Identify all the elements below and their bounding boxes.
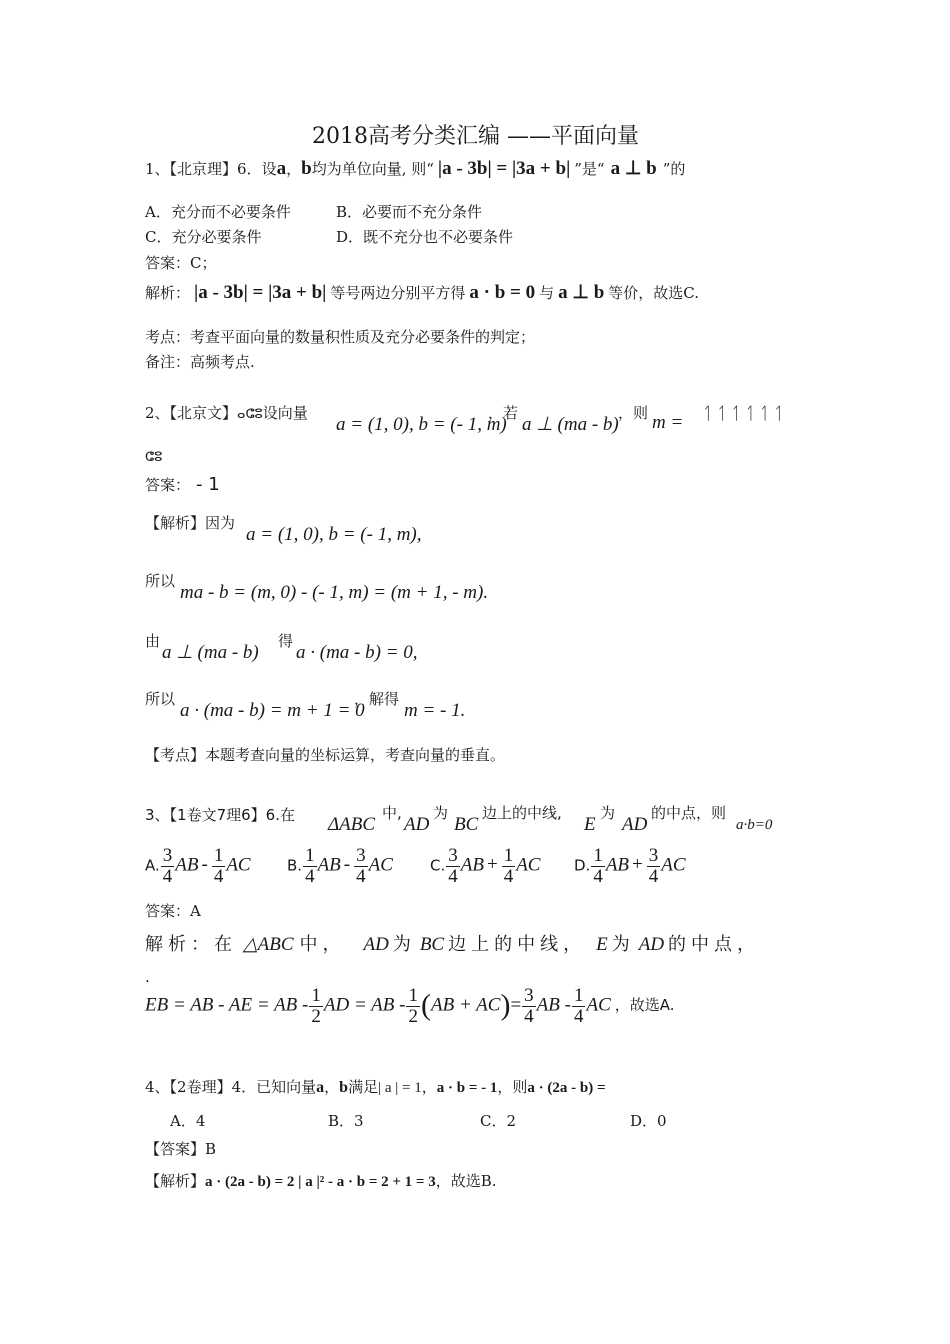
q1-option-b: B．必要而不充分条件	[336, 203, 483, 221]
q4-solution-end: ，故选B.	[435, 1172, 497, 1190]
q1-end-text: ”的	[662, 160, 686, 178]
q2-eq3: m =	[652, 412, 684, 433]
q4-text-1: ，	[324, 1078, 340, 1096]
q2-solution-label: 【解析】因为	[145, 514, 236, 532]
q1-solution-label: 解析：	[145, 284, 191, 302]
q4-text-2: 满足	[348, 1078, 379, 1096]
q3-text-4: 为	[600, 804, 616, 822]
q1-vector-b: b	[301, 158, 312, 179]
q1-solution-text-1: 等号两边分别平方得	[330, 284, 466, 302]
q2-de: 得	[278, 632, 294, 650]
q2-text-3: ，则	[618, 404, 649, 422]
q1-mid-text: 均为单位向量, 则“	[311, 160, 434, 178]
q2-solution-eq4a: a · (ma - b) = m + 1 = 0	[180, 700, 365, 721]
q3-option-a-label: A.	[145, 856, 160, 875]
q3-long-end: ，故选A.	[614, 996, 675, 1015]
q4-stem	[145, 1078, 606, 1097]
q3-text-3: 边上的中线,	[482, 804, 562, 822]
q3-solution-label: 解析：在	[145, 934, 237, 955]
q3-text-5: 的中点，则	[651, 804, 727, 822]
q4-option-d: D．0	[630, 1112, 667, 1130]
q3-solution-text-2: 为	[392, 934, 416, 955]
vec-ac: AC	[661, 854, 686, 876]
q4-prefix: 4、【2卷理】4．已知向量	[145, 1078, 317, 1096]
vec-ab: AB	[460, 854, 484, 876]
q3-frac-1-4	[591, 846, 605, 887]
q2-solution-eq3b: a · (ma - b) = 0,	[296, 642, 418, 663]
q1-option-a: A．充分而不必要条件	[145, 203, 291, 221]
q3-long-equals: =	[510, 994, 522, 1016]
frac-den: 4	[593, 865, 603, 887]
q3-frac-3-4	[647, 846, 661, 887]
q1-answer: 答案：C；	[145, 254, 217, 272]
q2-garbled-symbols-1: ⴰⵛⵓ	[237, 407, 263, 422]
q4-solution	[145, 1172, 497, 1191]
q1-solution-eq: |a - 3b| = |3a + b|	[194, 282, 327, 303]
q3-ad-2: AD	[622, 814, 648, 835]
q3-solution-text-3: 边上的中线，	[448, 934, 587, 955]
q1-comma: ，	[286, 160, 302, 178]
q3-frac-1-2-b: $\frac{1}{2}$	[408, 985, 418, 1027]
q4-solution-label: 【解析】	[145, 1172, 206, 1190]
q3-solution-text-4: 为	[611, 934, 635, 955]
q4-option-a: A．4	[170, 1112, 206, 1130]
q3-answer: 答案：A	[145, 902, 201, 920]
vec-ab: AB	[317, 854, 341, 876]
q3-triangle: ΔABC	[328, 814, 376, 835]
q3-solution-e: E	[596, 934, 608, 955]
q3-option-d-label: D.	[574, 856, 591, 875]
q2-kaodian: 【考点】本题考查向量的坐标运算，考查向量的垂直。	[145, 746, 506, 764]
q3-solution-ad-2: AD	[638, 934, 665, 955]
frac-den: 4	[356, 865, 366, 887]
q3-solution-line	[145, 934, 760, 957]
q1-vector-a: a	[276, 158, 287, 179]
vec-ab: AB	[605, 854, 630, 876]
frac-num: 3	[648, 845, 659, 866]
q1-solution-text-2: 与	[539, 284, 555, 302]
q3-option-c	[430, 846, 540, 887]
q3-text-1: 中,	[382, 804, 402, 822]
q2-eq2: a ⊥ (ma - b)	[522, 414, 619, 435]
q3-frac-1-4-long: $\frac{1}{4}$	[573, 985, 584, 1027]
q1-condition-eq: |a - 3b| = |3a + b|	[437, 158, 571, 179]
frac-den: 4	[648, 865, 659, 887]
q2-suoyi-2: 所以	[145, 690, 176, 708]
minus-sign: -	[343, 854, 351, 876]
q1-solution-eq2: a · b = 0	[469, 282, 536, 303]
frac-den: 4	[162, 865, 173, 887]
q2-suoyi: 所以	[145, 572, 176, 590]
q1-solution-text-3: 等价，故选C.	[608, 284, 699, 302]
q2-garbled-symbols-2: ᛐᛐᛐᛐᛐᛐ	[702, 404, 788, 424]
q3-frac-1-4	[502, 846, 516, 887]
q3-frac-3-4	[354, 846, 368, 887]
q3-frac-3-4	[446, 846, 460, 887]
q4-option-c: C．2	[480, 1112, 517, 1130]
q3-solution-text-1: 中，	[299, 934, 346, 955]
q1-is-text: ”是“	[574, 160, 605, 178]
q3-tail: a·b=0	[736, 817, 773, 833]
q2-garbled-symbols-3: ⵛⵓ	[145, 450, 163, 465]
q2-solution-eq1: a = (1, 0), b = (- 1, m),	[246, 524, 422, 545]
q3-option-d	[574, 846, 686, 887]
q3-frac-1-4	[303, 846, 317, 887]
q3-bc: BC	[454, 814, 479, 835]
frac-den: 4	[305, 865, 315, 887]
q3-long-equation: EB = AB - AE = AB - $\frac{1}{2}$ AD = AB - $\frac{1}{2}$ (AB + AC)= $\frac{3}{4}$ AB - $\frac{1}{4}$ AC ，故选A.	[145, 985, 675, 1027]
q3-solution-text-5: 的中点，	[668, 934, 761, 955]
q4-eq2: a · b = - 1	[436, 1080, 498, 1096]
q2-stem	[145, 404, 308, 423]
plus-sign: +	[632, 854, 643, 876]
q3-long-part-6: AC	[586, 994, 611, 1016]
q3-solution-ad: AD	[363, 934, 389, 955]
q2-solution-eq3a: a ⊥ (ma - b)	[162, 642, 259, 663]
q3-frac-3-4-long: $\frac{3}{4}$	[524, 985, 534, 1027]
frac-num: 3	[356, 845, 366, 866]
q1-option-d: D．既不充分也不必要条件	[336, 228, 514, 246]
q3-option-b-label: B.	[287, 856, 303, 875]
q2-text-1: 设向量	[262, 404, 308, 422]
q2-answer	[145, 474, 220, 496]
q3-dot: .	[145, 968, 150, 986]
q1-option-c: C．充分必要条件	[145, 228, 262, 246]
frac-den: 4	[503, 865, 514, 887]
frac-den: 4	[213, 865, 224, 887]
minus-sign: -	[201, 854, 208, 876]
q4-solution-eq: a · (2a - b) = 2 | a |² - a · b = 2 + 1 = 3	[205, 1174, 436, 1190]
q3-prefix: 3、【1卷文7理6】6.在	[145, 806, 295, 824]
vec-ac: AC	[226, 854, 251, 876]
q1-solution-eq3: a ⊥ b	[558, 282, 605, 303]
q3-long-part-1: EB = AB - AE = AB -	[145, 994, 309, 1016]
q3-long-part-5: AB -	[536, 994, 571, 1016]
q4-answer: 【答案】B	[145, 1140, 217, 1158]
q2-you: 由	[145, 632, 161, 650]
q1-stem	[145, 158, 685, 181]
frac-num: 1	[213, 845, 224, 866]
q3-solution-bc: BC	[419, 934, 445, 955]
q1-solution	[145, 282, 699, 305]
q1-perp-eq: a ⊥ b	[610, 158, 657, 179]
page-title: 2018高考分类汇编 ——平面向量	[312, 124, 639, 149]
plus-sign: +	[486, 854, 498, 876]
q4-eq3: a · (2a - b) =	[527, 1080, 606, 1096]
q3-long-part-2: AD = AB -	[323, 994, 406, 1016]
frac-num: 1	[593, 845, 603, 866]
q3-text-2: 为	[433, 804, 449, 822]
q3-frac-3-4	[161, 846, 175, 887]
q3-solution-triangle: △ABC	[243, 934, 294, 955]
q4-option-b: B．3	[328, 1112, 364, 1130]
q2-prefix: 2、【北京文】	[145, 404, 238, 422]
q2-answer-value: - 1	[196, 474, 220, 495]
q2-jiede: ，解得	[354, 690, 400, 708]
q2-text-2: ，若	[488, 404, 519, 422]
q2-solution-eq2: ma - b = (m, 0) - (- 1, m) = (m + 1, - m).	[180, 582, 489, 603]
q3-long-part-3: AB + AC	[430, 994, 501, 1016]
q4-eq1: | a | = 1	[378, 1080, 422, 1096]
q4-vector-b: b	[339, 1079, 349, 1096]
q4-text-4: ，则	[497, 1078, 528, 1096]
q4-vector-a: a	[316, 1079, 325, 1096]
q2-answer-label: 答案：	[145, 476, 191, 494]
frac-num: 3	[162, 845, 173, 866]
q3-frac-1-2: $\frac{1}{2}$	[311, 985, 321, 1027]
vec-ac: AC	[368, 854, 393, 876]
frac-den: 4	[448, 865, 458, 887]
q3-option-a	[145, 846, 251, 887]
frac-num: 1	[305, 845, 315, 866]
q1-kaodian: 考点：考查平面向量的数量积性质及充分必要条件的判定；	[145, 328, 536, 346]
q3-ad: AD	[404, 814, 430, 835]
q1-prefix: 1、【北京理】6．设	[145, 160, 277, 178]
q2-eq1: a = (1, 0), b = (- 1, m)	[336, 414, 507, 435]
vec-ac: AC	[516, 854, 541, 876]
q4-text-3: ，	[421, 1078, 437, 1096]
q1-beizhu: 备注：高频考点.	[145, 353, 255, 371]
frac-num: 3	[448, 845, 458, 866]
vec-ab: AB	[175, 854, 199, 876]
q3-option-c-label: C.	[430, 856, 446, 875]
q2-solution-eq4b: m = - 1.	[404, 700, 466, 721]
q3-option-b	[287, 846, 393, 887]
q3-frac-1-4	[212, 846, 226, 887]
frac-num: 1	[503, 845, 514, 866]
q3-e: E	[584, 814, 596, 835]
